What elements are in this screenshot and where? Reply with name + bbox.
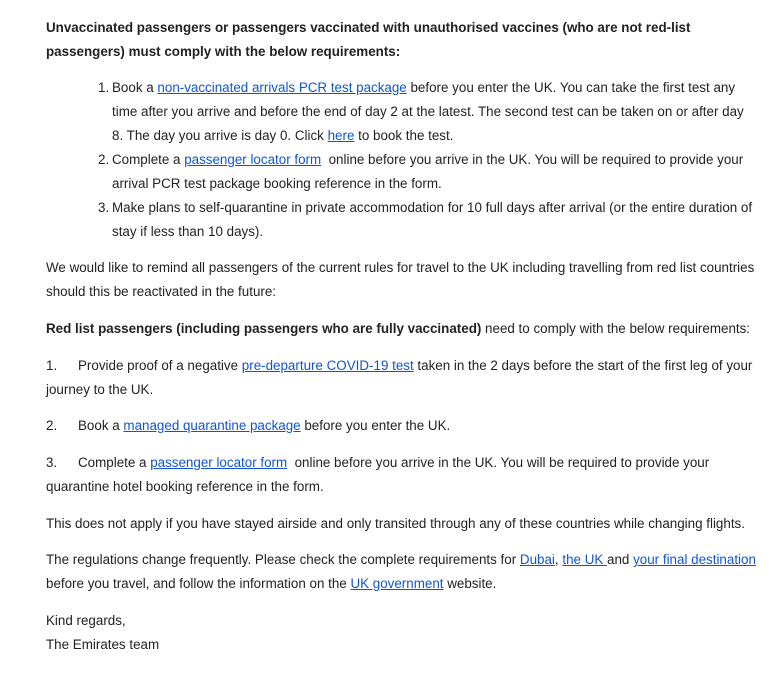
list-number: 2.: [46, 418, 58, 433]
reg-text: and: [607, 552, 634, 567]
redlist-rest: need to comply with the below requirements:: [481, 321, 751, 336]
step-text: before you enter the UK.: [300, 418, 451, 433]
list-item: [98, 148, 758, 196]
list-number: 1.: [98, 80, 110, 95]
list-number: 2.: [98, 152, 110, 167]
step-text: online before you arrive in the UK. You will be required to provide your arrival PCR test package booking reference in the form.: [112, 152, 747, 191]
step-text: Provide proof of a negative: [78, 358, 242, 373]
uk-government-link[interactable]: UK government: [350, 576, 444, 591]
reminder-paragraph: We would like to remind all passengers of the current rules for travel to the UK including travelling from red list countries should this be reactivated in the future:: [46, 260, 755, 299]
redlist-step: [46, 354, 758, 402]
dubai-link[interactable]: Dubai: [519, 552, 555, 567]
managed-quarantine-link[interactable]: managed quarantine package: [123, 418, 301, 433]
step-text: Book a: [112, 80, 158, 95]
book-test-here-link[interactable]: here: [327, 128, 355, 143]
step-text: online before you arrive in the UK. You will be required to provide your quarantine hotel booking reference in the form.: [46, 455, 713, 494]
reg-text: ,: [554, 552, 563, 567]
passenger-locator-form-link[interactable]: passenger locator form: [184, 152, 322, 167]
reg-text: The regulations change frequently. Please check the complete requirements for: [46, 552, 520, 567]
step-text: Book a: [78, 418, 124, 433]
step-text: Complete a: [78, 455, 151, 470]
step-text: taken in the 2 days before the start of the first leg of your journey to the UK.: [46, 358, 753, 397]
redlist-step: [46, 414, 758, 438]
redlist-step: [46, 451, 758, 499]
redlist-heading: [46, 317, 758, 341]
unvaccinated-heading: Unvaccinated passengers or passengers vaccinated with unauthorised vaccines (who are not red-list passengers) must comply with the below requirements:: [46, 20, 691, 59]
step-text: to book the test.: [354, 128, 454, 143]
redlist-bold: Red list passengers (including passengers who are fully vaccinated): [46, 321, 482, 336]
signoff-line: Kind regards,: [46, 613, 126, 628]
step-text: Make plans to self-quarantine in private accommodation for 10 full days after arrival (or the entire duration of stay if less than 10 days).: [112, 200, 753, 239]
final-destination-link[interactable]: your final destination: [633, 552, 756, 567]
email-body: [46, 16, 758, 657]
passenger-locator-form-link[interactable]: passenger locator form: [150, 455, 288, 470]
list-number: 3.: [98, 200, 110, 215]
reg-text: website.: [443, 576, 497, 591]
airside-paragraph: This does not apply if you have stayed airside and only transited through any of these countries while changing flights.: [46, 516, 745, 531]
step-text: before you enter the UK. You can take the first test any time after you arrive and before the end of day 2 at the latest. The second test can be taken on or after day 8. The day you arrive is day 0. Click: [112, 80, 744, 143]
regulations-paragraph: [46, 548, 758, 596]
reg-text: before you travel, and follow the information on the: [46, 576, 351, 591]
uk-link[interactable]: the UK: [562, 552, 608, 567]
signoff-signature: The Emirates team: [46, 637, 160, 652]
pre-departure-test-link[interactable]: pre-departure COVID-19 test: [241, 358, 414, 373]
list-item: [98, 76, 758, 148]
step-text: Complete a: [112, 152, 185, 167]
pcr-test-package-link[interactable]: non-vaccinated arrivals PCR test package: [157, 80, 407, 95]
list-number: 3.: [46, 455, 58, 470]
unvaccinated-steps: [46, 76, 758, 244]
list-item: [98, 196, 758, 244]
list-number: 1.: [46, 358, 58, 373]
